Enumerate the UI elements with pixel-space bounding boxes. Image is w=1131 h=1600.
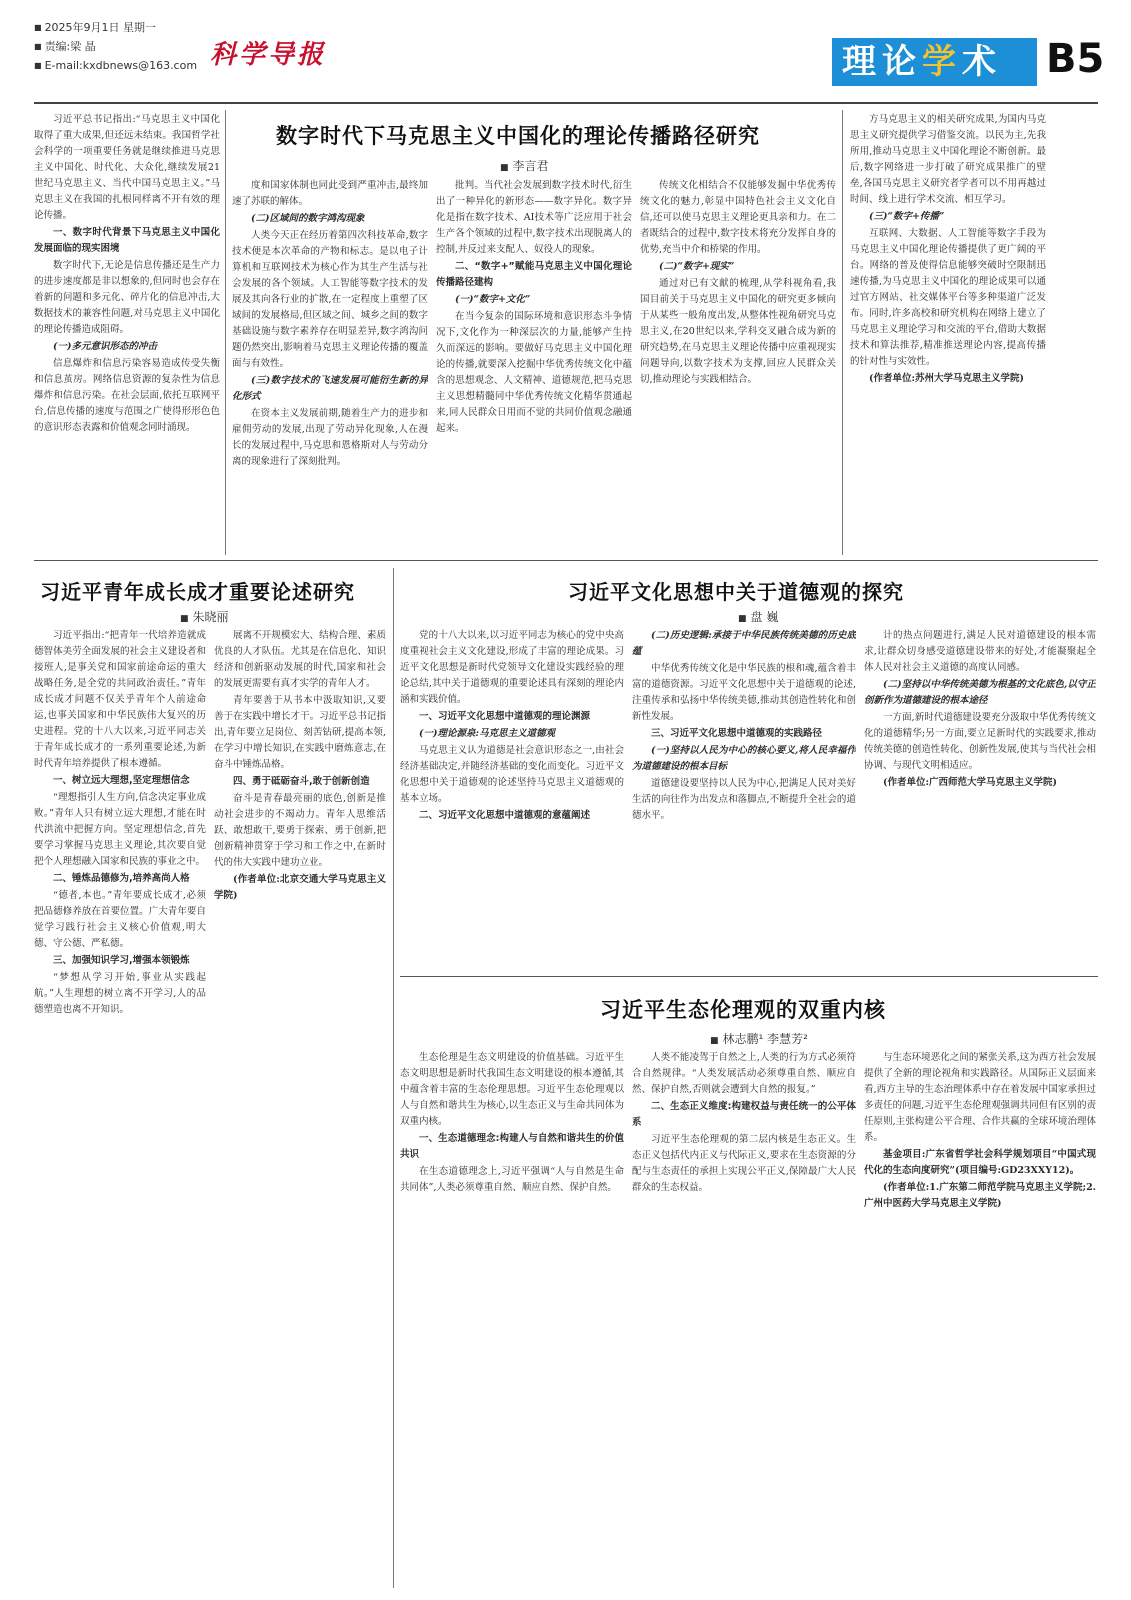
section-label-b: 学 xyxy=(922,42,962,82)
article3-paragraph: 一方面,新时代道德建设要充分汲取中华优秀传统文化的道德精华;另一方面,要立足新时代的实践要求,推动传统美德的创造性转化、创新性发展,使其与当代社会相协调、与现代文明相适应。 xyxy=(864,712,1096,771)
article3-paragraph: 党的十八大以来,以习近平同志为核心的党中央高度重视社会主义文化建设,形成了丰富的理论成果。习近平文化思想是新时代党领导文化建设实践经验的理论总结,其中关于道德观的重要论述具有深刻的理论内涵和实践价值。 xyxy=(400,630,624,705)
intro-paragraph: 习近平总书记指出:“马克思主义中国化取得了重大成果,但还远未结束。我国哲学社会科学的一项重要任务就是继续推进马克思主义中国化、时代化、大众化,继续发展21世纪马克思主义、当代中国马克思主义。”马克思主义在我国的扎根同样离不开有效的理论传播。 xyxy=(34,114,220,221)
article3-subheading: (一)理论源泉:马克思主义道德观 xyxy=(419,728,555,739)
column-divider xyxy=(393,568,394,1588)
section-divider xyxy=(400,976,1098,977)
article4-paragraph: 在生态道德理念上,习近平强调“人与自然是生命共同体”,人类必须尊重自然、顺应自然、保护自然。 xyxy=(400,1166,624,1193)
article2-author-unit: (作者单位:北京交通大学马克思主义学院) xyxy=(214,874,386,901)
article2-paragraph: 习近平指出:“把青年一代培养造就成德智体美劳全面发展的社会主义建设者和接班人,是事关党和国家前途命运的重大战略任务,是全党的共同政治责任。”青年成长成才问题不仅关乎青年个人前途命运,也事关国家和中华民族伟大复兴的历史进程。党的十八大以来,习近平同志关于青年成长成才的一系列重要论述,为新时代青年培养提供了根本遵循。 xyxy=(34,630,206,769)
article4-author-unit: (作者单位:1.广东第二师范学院马克思主义学院;2.广州中医药大学马克思主义学院) xyxy=(864,1182,1096,1209)
article1-subheading: (一)“数字+文化” xyxy=(455,294,531,305)
article1-title: 数字时代下马克思主义中国化的理论传播路径研究 xyxy=(276,124,760,148)
article4-title: 习近平生态伦理观的双重内核 xyxy=(600,998,886,1022)
intro-paragraph: 数字时代下,无论是信息传播还是生产力的进步速度都是非以想象的,但同时也会存在着新的问题和多元化、碎片化的信息冲击,大数据技术的兼容性问题,对马克思主义中国化的理论传播造成阻碍。 xyxy=(34,260,220,335)
article3-title: 习近平文化思想中关于道德观的探究 xyxy=(568,580,904,604)
article4-paragraph: 生态伦理是生态文明建设的价值基础。习近平生态文明思想是新时代我国生态文明建设的根本遵循,其中蕴含着丰富的生态伦理思想。习近平生态伦理观以人与自然和谐共生为核心,以生态正义与生命共同体为双重内核。 xyxy=(400,1052,624,1127)
article1-paragraph: 在资本主义发展前期,随着生产力的进步和雇佣劳动的发展,出现了劳动异化现象,人在漫长的发展过程中,马克思和恩格斯对人与劳动分离的现象进行了深刻批判。 xyxy=(232,408,428,467)
article1-subheading: (三)“数字+传播” xyxy=(869,211,945,222)
article3-author-unit: (作者单位:广西师范大学马克思主义学院) xyxy=(883,777,1057,788)
intro-column xyxy=(34,112,220,552)
article2-byline: ■ 朱晓丽 xyxy=(180,608,229,625)
article2-paragraph: “德者,本也。”青年要成长成才,必须把品德修养放在首要位置。广大青年要自觉学习践行社会主义核心价值观,明大德、守公德、严私德。 xyxy=(34,890,206,949)
article4-column-3 xyxy=(864,1050,1096,1590)
article4-heading: 一、生态道德理念:构建人与自然和谐共生的价值共识 xyxy=(400,1133,624,1160)
article2-paragraph: “理想指引人生方向,信念决定事业成败。”青年人只有树立远大理想,才能在时代洪流中把握方向。坚定理想信念,首先要学习掌握马克思主义理论,其次要自觉把个人理想融入国家和民族的事业之中。 xyxy=(34,792,206,867)
article1-column-2 xyxy=(436,178,632,552)
article1-author-unit: (作者单位:苏州大学马克思主义学院) xyxy=(869,373,1024,384)
article2-column-1 xyxy=(34,628,206,1590)
intro-paragraph: 信息爆炸和信息污染容易造成传受失衡和信息茧房。网络信息资源的复杂性为信息爆炸和信息污染。在社会层面,依托互联网平台,信息传播的速度与范围之广使得形形色色的意识形态表露和价值观念同时涌现。 xyxy=(34,358,220,433)
article4-paragraph: 习近平生态伦理观的第二层内核是生态正义。生态正义包括代内正义与代际正义,要求在生态资源的分配与生态责任的承担上实现公平正义,保障最广大人民群众的生态权益。 xyxy=(632,1134,856,1193)
article1-column-4 xyxy=(850,112,1046,552)
article2-column-2 xyxy=(214,628,386,1590)
column-divider xyxy=(842,110,843,555)
article1-byline: ■ 李言君 xyxy=(500,157,549,174)
article1-paragraph: 人类今天正在经历着第四次科技革命,数字技术便是本次革命的产物和标志。是以电子计算机和互联网技术为核心作为其生产生活与社会发展的各个领域。人工智能等数字技术的发展及其向各行业的扩散,在一定程度上重塑了区域间的发展格局,但区域之间、城乡之间的数字基础设施与数字素养存在明显差异,数字鸿沟问题仍然突出,影响着马克思主义理论传播的覆盖面与有效性。 xyxy=(232,230,428,369)
article2-heading: 四、勇于砥砺奋斗,敢于创新创造 xyxy=(233,776,370,787)
article1-paragraph: 互联网、大数据、人工智能等数字手段为马克思主义中国化理论传播提供了更广阔的平台。网络的普及使得信息能够突破时空限制迅速传播,为马克思主义中国化的理论成果可以通过官方网站、社交媒体平台等多种渠道广泛发布。同时,许多高校和研究机构在网络上建立了马克思主义理论学习和交流的平台,借助大数据技术和算法推荐,精准推送理论内容,提高传播的针对性与实效性。 xyxy=(850,228,1046,367)
article2-heading: 一、树立远大理想,坚定理想信念 xyxy=(53,775,190,786)
article1-heading: 二、“数字+”赋能马克思主义中国化理论传播路径建构 xyxy=(436,261,632,288)
article3-paragraph: 计的热点问题进行,满足人民对道德建设的根本需求,让群众切身感受道德建设带来的好处,才能凝聚起全体人民对社会主义道德的高度认同感。 xyxy=(864,630,1096,673)
article2-paragraph: “梦想从学习开始,事业从实践起航。”人生理想的树立离不开学习,人的品德塑造也离不开知识。 xyxy=(34,972,206,1015)
column-divider xyxy=(225,110,226,555)
article1-paragraph: 度和国家体制也同此受到严重冲击,最终加速了苏联的解体。 xyxy=(232,180,428,207)
article1-paragraph: 方马克思主义的相关研究成果,为国内马克思主义研究提供学习借鉴交流。以民为主,先我所用,推动马克思主义中国化理论不断创新。最后,数字网络进一步打破了研究成果推广的壁垒,各国马克思主义研究者学者可以不用再越过时间、线上进行学术交流、相互学习。 xyxy=(850,114,1046,205)
article3-byline: ■ 盘 巍 xyxy=(738,608,778,625)
article1-subheading: (三)数字技术的飞速发展可能衍生新的异化形式 xyxy=(232,375,428,402)
section-badge xyxy=(832,38,1037,86)
article3-heading: 二、习近平文化思想中道德观的意蕴阐述 xyxy=(419,810,591,821)
article3-column-1 xyxy=(400,628,624,966)
issue-meta xyxy=(34,18,197,75)
article1-subheading: (二)“数字+现实” xyxy=(659,261,735,272)
article1-paragraph: 传统文化相结合不仅能够发掘中华优秀传统文化的魅力,彰显中国特色社会主义文化自信,还可以使马克思主义理论更具亲和力。在二者既结合的过程中,数字技术将充分发挥自身的优势,充当中介和桥梁的作用。 xyxy=(640,180,836,255)
article3-paragraph: 马克思主义认为道德是社会意识形态之一,由社会经济基础决定,并随经济基础的变化而变化。习近平文化思想中关于道德观的论述坚持马克思主义道德观的基本立场。 xyxy=(400,745,624,804)
article4-column-1 xyxy=(400,1050,624,1590)
article4-funding: 基金项目:广东省哲学社会科学规划项目“中国式现代化的生态向度研究”(项目编号:GD23XXY12)。 xyxy=(864,1149,1096,1176)
email-line: ■ E-mail:kxdbnews@163.com xyxy=(34,56,197,75)
article3-subheading: (一)坚持以人民为中心的核心要义,将人民幸福作为道德建设的根本目标 xyxy=(632,745,856,772)
article1-column-3 xyxy=(640,178,836,552)
article2-paragraph: 青年要善于从书本中汲取知识,又要善于在实践中增长才干。习近平总书记指出,青年要立足岗位、刻苦钻研,提高本领,在学习中增长知识,在实践中磨炼意志,在奋斗中锤炼品格。 xyxy=(214,695,386,770)
article4-heading: 二、生态正义维度:构建权益与责任统一的公平体系 xyxy=(632,1101,856,1128)
article4-paragraph: 人类不能凌驾于自然之上,人类的行为方式必须符合自然规律。“人类发展活动必须尊重自然、顺应自然、保护自然,否则就会遭到大自然的报复。” xyxy=(632,1052,856,1095)
page-number: B5 xyxy=(1046,36,1105,82)
article3-column-2 xyxy=(632,628,856,966)
section-divider xyxy=(34,560,1098,561)
masthead xyxy=(0,0,1131,104)
intro-subheading: (一)多元意识形态的冲击 xyxy=(53,341,157,352)
section-label-a: 理论 xyxy=(842,42,922,82)
article3-heading: 一、习近平文化思想中道德观的理论渊源 xyxy=(419,711,591,722)
article1-paragraph: 批判。当代社会发展到数字技术时代,衍生出了一种异化的新形态——数字异化。数字异化是指在数字技术、AI技术等广泛应用于社会生产各个领域的过程中,数字技术出现脱离人的控制,并反过来支配人、奴役人的现象。 xyxy=(436,180,632,255)
article1-subheading: (二)区域间的数字鸿沟现象 xyxy=(251,213,365,224)
article3-subheading: (二)坚持以中华传统美德为根基的文化底色,以守正创新作为道德建设的根本途径 xyxy=(864,679,1096,706)
editor-line: ■ 责编:梁 晶 xyxy=(34,37,197,56)
article3-subheading: (二)历史逻辑:承接于中华民族传统美德的历史底蕴 xyxy=(632,630,856,657)
intro-heading: 一、数字时代背景下马克思主义中国化发展面临的现实困境 xyxy=(34,227,220,254)
article1-paragraph: 在当今复杂的国际环境和意识形态斗争情况下,文化作为一种深层次的力量,能够产生持久而深远的影响。要做好马克思主义中国化理论的传播,就要深入挖掘中华优秀传统文化中蕴含的思想观念、人文精神、道德规范,把马克思主义思想精髓同中华优秀传统文化精华贯通起来,同人民群众日用而不觉的共同价值观念融通起来。 xyxy=(436,311,632,434)
article4-byline: ■ 林志鹏¹ 李慧芳² xyxy=(710,1030,808,1047)
article4-column-2 xyxy=(632,1050,856,1590)
section-label-c: 术 xyxy=(962,42,1002,82)
article2-title: 习近平青年成长成才重要论述研究 xyxy=(40,580,355,604)
article3-paragraph: 道德建设要坚持以人民为中心,把满足人民对美好生活的向往作为出发点和落脚点,不断提升全社会的道德水平。 xyxy=(632,778,856,821)
article3-heading: 三、习近平文化思想中道德观的实践路径 xyxy=(651,728,823,739)
article2-heading: 二、锤炼品德修为,培养高尚人格 xyxy=(53,873,190,884)
newspaper-logo: 科学导报 xyxy=(210,40,327,70)
issue-date: ■ 2025年9月1日 星期一 xyxy=(34,18,197,37)
article3-column-3 xyxy=(864,628,1096,966)
article2-paragraph: 奋斗是青春最亮丽的底色,创新是推动社会进步的不竭动力。青年人思维活跃、敢想敢干,要勇于探索、勇于创新,把创新精神贯穿于学习和工作之中,在新时代的伟大实践中建功立业。 xyxy=(214,793,386,868)
article1-column-1 xyxy=(232,178,428,552)
article1-paragraph: 通过对已有文献的梳理,从学科视角看,我国目前关于马克思主义中国化的研究更多倾向于从某些一般角度出发,从整体性视角研究马克思主义,在20世纪以来,学科交叉融合成为新的研究趋势,在马克思主义理论传播中应重视现实问题导向,以数字技术为支撑,回应人民群众关切,推动理论与实践相结合。 xyxy=(640,278,836,385)
article3-paragraph: 中华优秀传统文化是中华民族的根和魂,蕴含着丰富的道德资源。习近平文化思想中关于道德观的论述,注重传承和弘扬中华传统美德,推动其创造性转化和创新性发展。 xyxy=(632,663,856,722)
article4-paragraph: 与生态环境恶化之间的紧张关系,这为西方社会发展提供了全新的理论视角和实践路径。从国际正义层面来看,西方主导的生态治理体系中存在着发展中国家承担过多责任的问题,习近平生态伦理观强调共同但有区别的责任原则,主张构建公平合理、合作共赢的全球环境治理体系。 xyxy=(864,1052,1096,1143)
masthead-rule xyxy=(34,102,1098,104)
article2-heading: 三、加强知识学习,增强本领锻炼 xyxy=(53,955,190,966)
article2-paragraph: 展离不开规模宏大、结构合理、素质优良的人才队伍。尤其是在信息化、知识经济和创新驱动发展的时代,国家和社会的发展更需要有真才实学的青年人才。 xyxy=(214,630,386,689)
